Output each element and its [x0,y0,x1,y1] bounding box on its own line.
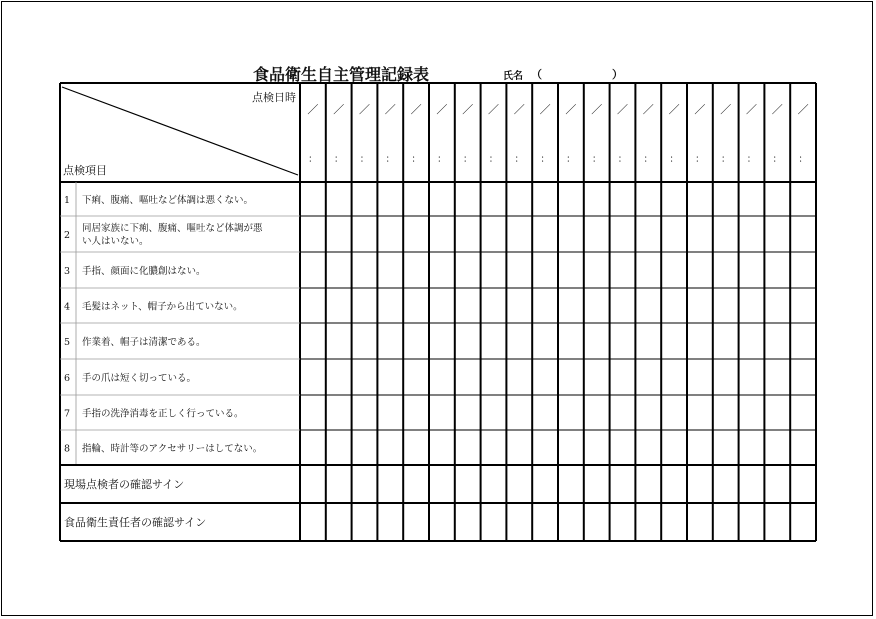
date-mark: ／ [539,103,551,116]
date-mark: ／ [797,103,809,116]
name-paren-close: ） [612,68,623,81]
date-mark: ／ [359,103,370,116]
item-text: 指輪、時計等のアクセサリーはしてない。 [82,443,263,455]
time-mark: ： [746,154,757,165]
date-header-label: 点検日時 [252,91,296,104]
time-mark: ： [437,154,447,165]
date-mark: ／ [488,103,499,116]
time-mark: ： [308,154,318,165]
time-mark: ： [411,154,421,165]
time-mark: ： [566,154,576,165]
time-mark: ： [591,154,602,165]
date-mark: ／ [436,103,448,116]
time-mark: ： [798,154,808,165]
time-mark: ： [695,154,705,165]
item-text: 手指の洗浄消毒を正しく行っている。 [82,408,244,420]
name-paren-open: （ [531,68,542,81]
time-mark: ： [333,154,344,165]
date-mark: ／ [694,103,706,116]
time-mark: ： [772,154,783,165]
time-mark: ： [669,154,679,165]
date-mark: ／ [513,103,525,116]
time-mark: ： [720,154,731,165]
date-mark: ／ [668,103,680,116]
date-mark: ／ [307,103,319,116]
date-mark: ／ [746,103,757,116]
date-mark: ／ [384,103,396,116]
item-number: 3 [64,266,71,277]
date-mark: ／ [617,103,628,116]
date-mark: ／ [565,103,577,116]
date-mark: ／ [642,103,654,116]
time-mark: ： [462,154,473,165]
item-text: 手の爪は短く切っている。 [82,373,197,384]
item-number: 1 [64,195,71,206]
date-mark: ／ [720,103,732,116]
sign-row-label: 現場点検者の確認サイン [64,478,185,491]
time-mark: ： [488,154,499,165]
time-mark: ： [514,154,525,165]
date-mark: ／ [333,103,345,116]
item-number: 2 [64,230,71,241]
time-mark: ： [359,154,370,165]
item-number: 7 [64,408,71,420]
item-header-label: 点検項目 [63,164,107,177]
item-text: 下痢、腹痛、嘔吐など体調は悪くない。 [82,195,254,206]
item-text: 毛髪はネット、帽子から出ていない。 [82,301,243,313]
item-number: 4 [64,301,71,313]
sign-row-label: 食品衛生責任者の確認サイン [64,516,207,529]
date-mark: ／ [771,103,783,116]
date-mark: ／ [591,103,603,116]
item-text: 手指、顔面に化膿創はない。 [82,266,206,277]
item-number: 6 [64,373,71,384]
time-mark: ： [540,154,550,165]
time-mark: ： [643,154,654,165]
name-label: 氏名 [503,71,523,82]
item-text: 作業着、帽子は清潔である。 [82,337,206,348]
date-mark: ／ [410,103,422,116]
date-mark: ／ [462,103,474,116]
item-number: 8 [64,443,71,455]
page-title: 食品衛生自主管理記録表 [253,65,430,84]
time-mark: ： [385,154,396,165]
item-text: い人はいない。 [82,236,149,247]
item-number: 5 [64,337,71,348]
time-mark: ： [617,154,628,165]
item-text: 同居家族に下痢、腹痛、嘔吐など体調が悪 [82,223,263,234]
